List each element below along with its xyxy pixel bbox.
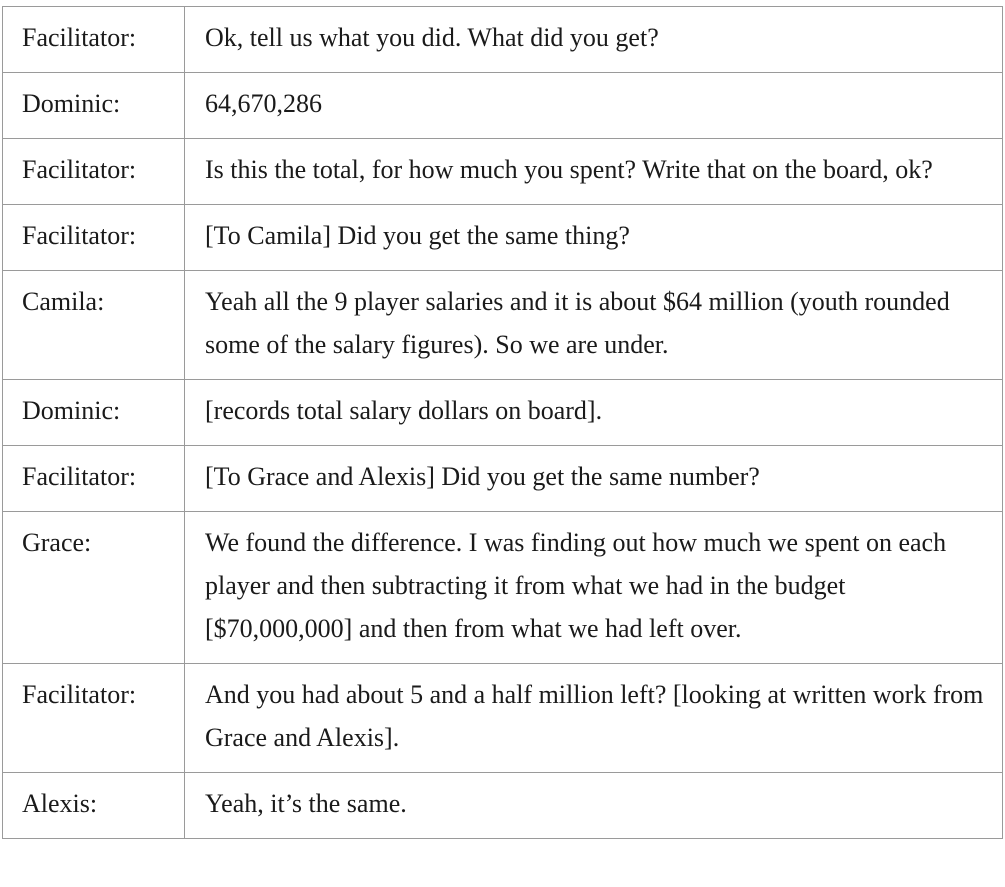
speaker-cell: Grace: bbox=[3, 512, 185, 664]
speaker-cell: Facilitator: bbox=[3, 7, 185, 73]
speaker-cell: Facilitator: bbox=[3, 446, 185, 512]
utterance-cell: [records total salary dollars on board]. bbox=[185, 380, 1003, 446]
speaker-cell: Alexis: bbox=[3, 773, 185, 839]
utterance-cell: Yeah, it’s the same. bbox=[185, 773, 1003, 839]
table-row bbox=[3, 7, 1003, 73]
speaker-cell: Dominic: bbox=[3, 73, 185, 139]
table-row bbox=[3, 664, 1003, 773]
speaker-cell: Facilitator: bbox=[3, 139, 185, 205]
table-row bbox=[3, 73, 1003, 139]
utterance-cell: Yeah all the 9 player salaries and it is about $64 million (youth rounded some of the salary figures). So we are under. bbox=[185, 271, 1003, 380]
table-row bbox=[3, 271, 1003, 380]
utterance-cell: And you had about 5 and a half million left? [looking at written work from Grace and Alexis]. bbox=[185, 664, 1003, 773]
utterance-cell: We found the difference. I was finding out how much we spent on each player and then subtracting it from what we had in the budget [$70,000,000] and then from what we had left over. bbox=[185, 512, 1003, 664]
speaker-cell: Dominic: bbox=[3, 380, 185, 446]
utterance-cell: [To Grace and Alexis] Did you get the same number? bbox=[185, 446, 1003, 512]
table-row bbox=[3, 380, 1003, 446]
speaker-cell: Facilitator: bbox=[3, 205, 185, 271]
utterance-cell: Is this the total, for how much you spent? Write that on the board, ok? bbox=[185, 139, 1003, 205]
utterance-cell: 64,670,286 bbox=[185, 73, 1003, 139]
utterance-cell: Ok, tell us what you did. What did you get? bbox=[185, 7, 1003, 73]
speaker-cell: Camila: bbox=[3, 271, 185, 380]
table-row bbox=[3, 205, 1003, 271]
table-row bbox=[3, 512, 1003, 664]
utterance-cell: [To Camila] Did you get the same thing? bbox=[185, 205, 1003, 271]
table-row bbox=[3, 139, 1003, 205]
transcript-table bbox=[2, 6, 1003, 839]
speaker-cell: Facilitator: bbox=[3, 664, 185, 773]
table-row bbox=[3, 446, 1003, 512]
table-row bbox=[3, 773, 1003, 839]
